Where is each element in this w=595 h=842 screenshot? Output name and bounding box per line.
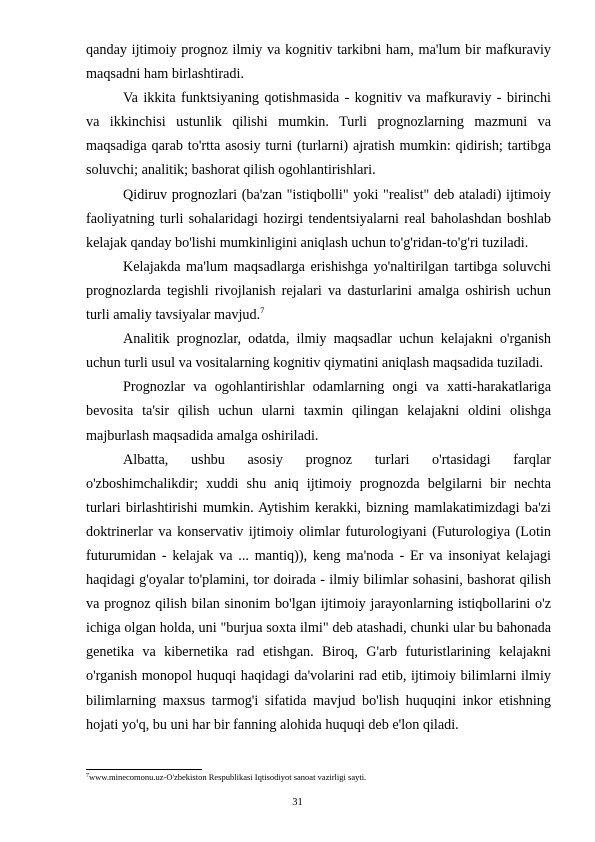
footnote-divider [86,769,202,770]
paragraph-7: Albatta, ushbu asosiy prognoz turlari o'rtasidagi farqlar o'zboshimchalikdir; xuddi shu aniq ijtimoiy prognozda belgilarni bir nechta turlari birlashtirishi mumkin. Aytishim kerakki, bizning mamlakatimizdagi ba'zi doktrinerlar va konservativ ijtimoiy olimlar futurologiyani (Futurologiya (Lotin futurumidan - kelajak va ... mantiq)), keng ma'noda - Er va insoniyat kelajagi haqidagi g'oyalar to'plamini, tor doirada - ilmiy bilimlar sohasini, bashorat qilish va prognoz qilish bilan sinonim bo'lgan ijtimoiy jarayonlarning istiqbollarini o'z ichiga olgan holda, uni "burjua soxta ilmi" deb atashadi, chunki ular bu bahonada genetika va kibernetika rad etishgan. Biroq, G'arb futuristlarining kelajakni o'rganish monopol huquqi haqidagi da'volarini rad etib, ijtimoiy bilimlarni ilmiy bilimlarning maxsus tarmog'i sifatida mavjud bo'lish huquqini inkor etishning hojati yo'q, bu uni har bir fanning alohida huquqi deb e'lon qiladi. [86,451,551,733]
footnote [86,772,551,783]
paragraph-2: Va ikkita funktsiyaning qotishmasida - kognitiv va mafkuraviy - birinchi va ikkinchisi ustunlik qilishi mumkin. Turli prognozlarning mazmuni va maqsadiga qarab to'rtta asosiy turni (turlarni) ajratish mumkin: qidirish; tartibga soluvchi; analitik; bashorat qilish ogohlantirishlari. [86,90,551,179]
paragraph-6: Prognozlar va ogohlantirishlar odamlarning ongi va xatti-harakatlariga bevosita ta'sir qilish uchun ularni taxmin qilingan kelajakni oldini olishga majburlash maqsadida amalga oshiriladi. [86,379,551,444]
footnote-reference[interactable]: 7 [260,305,265,316]
document-body [86,38,551,737]
footnote-number: 7 [86,773,89,779]
paragraph-4-text: Kelajakda ma'lum maqsadlarga erishishga yo'naltirilgan tartibga soluvchi prognozlarda tegishli rivojlanish rejalari va dasturlarini amalga oshirish uchun turli amaliy tavsiyalar mavjud. [86,258,551,324]
footnote-text: www.minecomonu.uz-O'zbekiston Respublikasi Iqtisodiyot sanoat vazirligi sayti. [89,772,367,782]
page-number: 31 [292,797,303,808]
paragraph-4 [86,255,551,327]
paragraph-5: Analitik prognozlar, odatda, ilmiy maqsadlar uchun kelajakni o'rganish uchun turli usul va vositalarning kognitiv qiymatini aniqlash maqsadida tuziladi. [86,331,551,372]
paragraph-3: Qidiruv prognozlari (ba'zan "istiqbolli" yoki "realist" deb ataladi) ijtimoiy faoliyatning turli sohalaridagi hozirgi tendentsiyalarni real baholashdan boshlab kelajak qanday bo'lishi mumkinligini aniqlash uchun to'g'ridan-to'g'ri tuziladi. [86,186,551,251]
paragraph-1: qanday ijtimoiy prognoz ilmiy va kognitiv tarkibni ham, ma'lum bir mafkuraviy maqsadni ham birlashtiradi. [86,42,551,83]
